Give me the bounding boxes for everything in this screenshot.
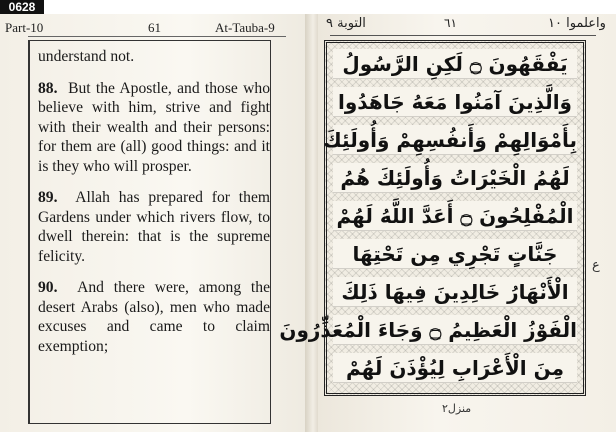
verse-88: [38, 79, 270, 177]
scan-id-label: 0628: [0, 0, 44, 14]
header-divider: [28, 36, 286, 37]
surah-name-arabic: التوبة ٩: [326, 16, 366, 31]
arabic-line: لَهُمُ الْخَيْرَاتُ وَأُولَئِكَ هُمُ: [333, 163, 577, 193]
verse-90: [38, 278, 270, 356]
verse-number: 88.: [38, 79, 58, 97]
verse-number: 89.: [38, 189, 58, 206]
para-name-arabic: واعلموا ١٠: [548, 16, 606, 31]
surah-title: At-Tauba-9: [215, 20, 275, 35]
paragraph-continuation: [38, 47, 270, 67]
left-page-header: [0, 20, 300, 34]
arabic-line: مِنَ الْأَعْرَابِ لِيُؤْذَنَ لَهُمْ: [333, 353, 577, 383]
verse-text: But the Apostle, and those who believe with him, strive and fight with their wealth and their persons: for them are (all) good things: and it is they who will prosper.: [38, 79, 270, 175]
arabic-line: الْمُفْلِحُونَ ۝ أَعَدَّ اللَّهُ لَهُمْ: [333, 201, 577, 231]
arabic-line: بِأَمْوَالِهِمْ وَأَنفُسِهِمْ وَأُولَئِكَ: [333, 125, 577, 155]
verse-89: [38, 188, 270, 266]
arabic-line: جَنَّاتٍ تَجْرِي مِن تَحْتِهَا: [333, 239, 577, 269]
arabic-line: الْفَوْزُ الْعَظِيمُ ۝ وَجَاءَ الْمُعَذِّرُونَ: [333, 315, 577, 345]
ruku-margin-mark: ع: [592, 258, 600, 273]
arabic-line: الْأَنْهَارُ خَالِدِينَ فِيهَا ذَلِكَ: [333, 277, 577, 307]
right-page-header: [318, 14, 616, 34]
paragraph-text: understand not.: [38, 48, 135, 65]
manzil-footer: منزل٢: [442, 402, 472, 415]
header-divider: [330, 35, 596, 36]
left-page: [0, 14, 310, 432]
verse-text: And there were, among the desert Arabs (also), men who made excuses and came to claim exemption;: [38, 279, 270, 355]
arabic-line: يَفْقَهُونَ ۝ لَكِنِ الرَّسُولُ: [333, 49, 577, 79]
verse-text: Allah has prepared for them Gardens under which rivers flow, to dwell therein: that is the supreme felicity.: [38, 189, 270, 265]
page-number-arabic: ٦١: [444, 16, 457, 30]
page-number: 61: [148, 20, 161, 35]
right-page: [279, 14, 616, 432]
arabic-text-frame: [279, 40, 586, 396]
translation-text-frame: [28, 40, 271, 424]
arabic-line: وَالَّذِينَ آمَنُوا مَعَهُ جَاهَدُوا: [333, 87, 577, 117]
part-label: Part-10: [5, 20, 44, 35]
verse-number: 90.: [38, 279, 58, 296]
